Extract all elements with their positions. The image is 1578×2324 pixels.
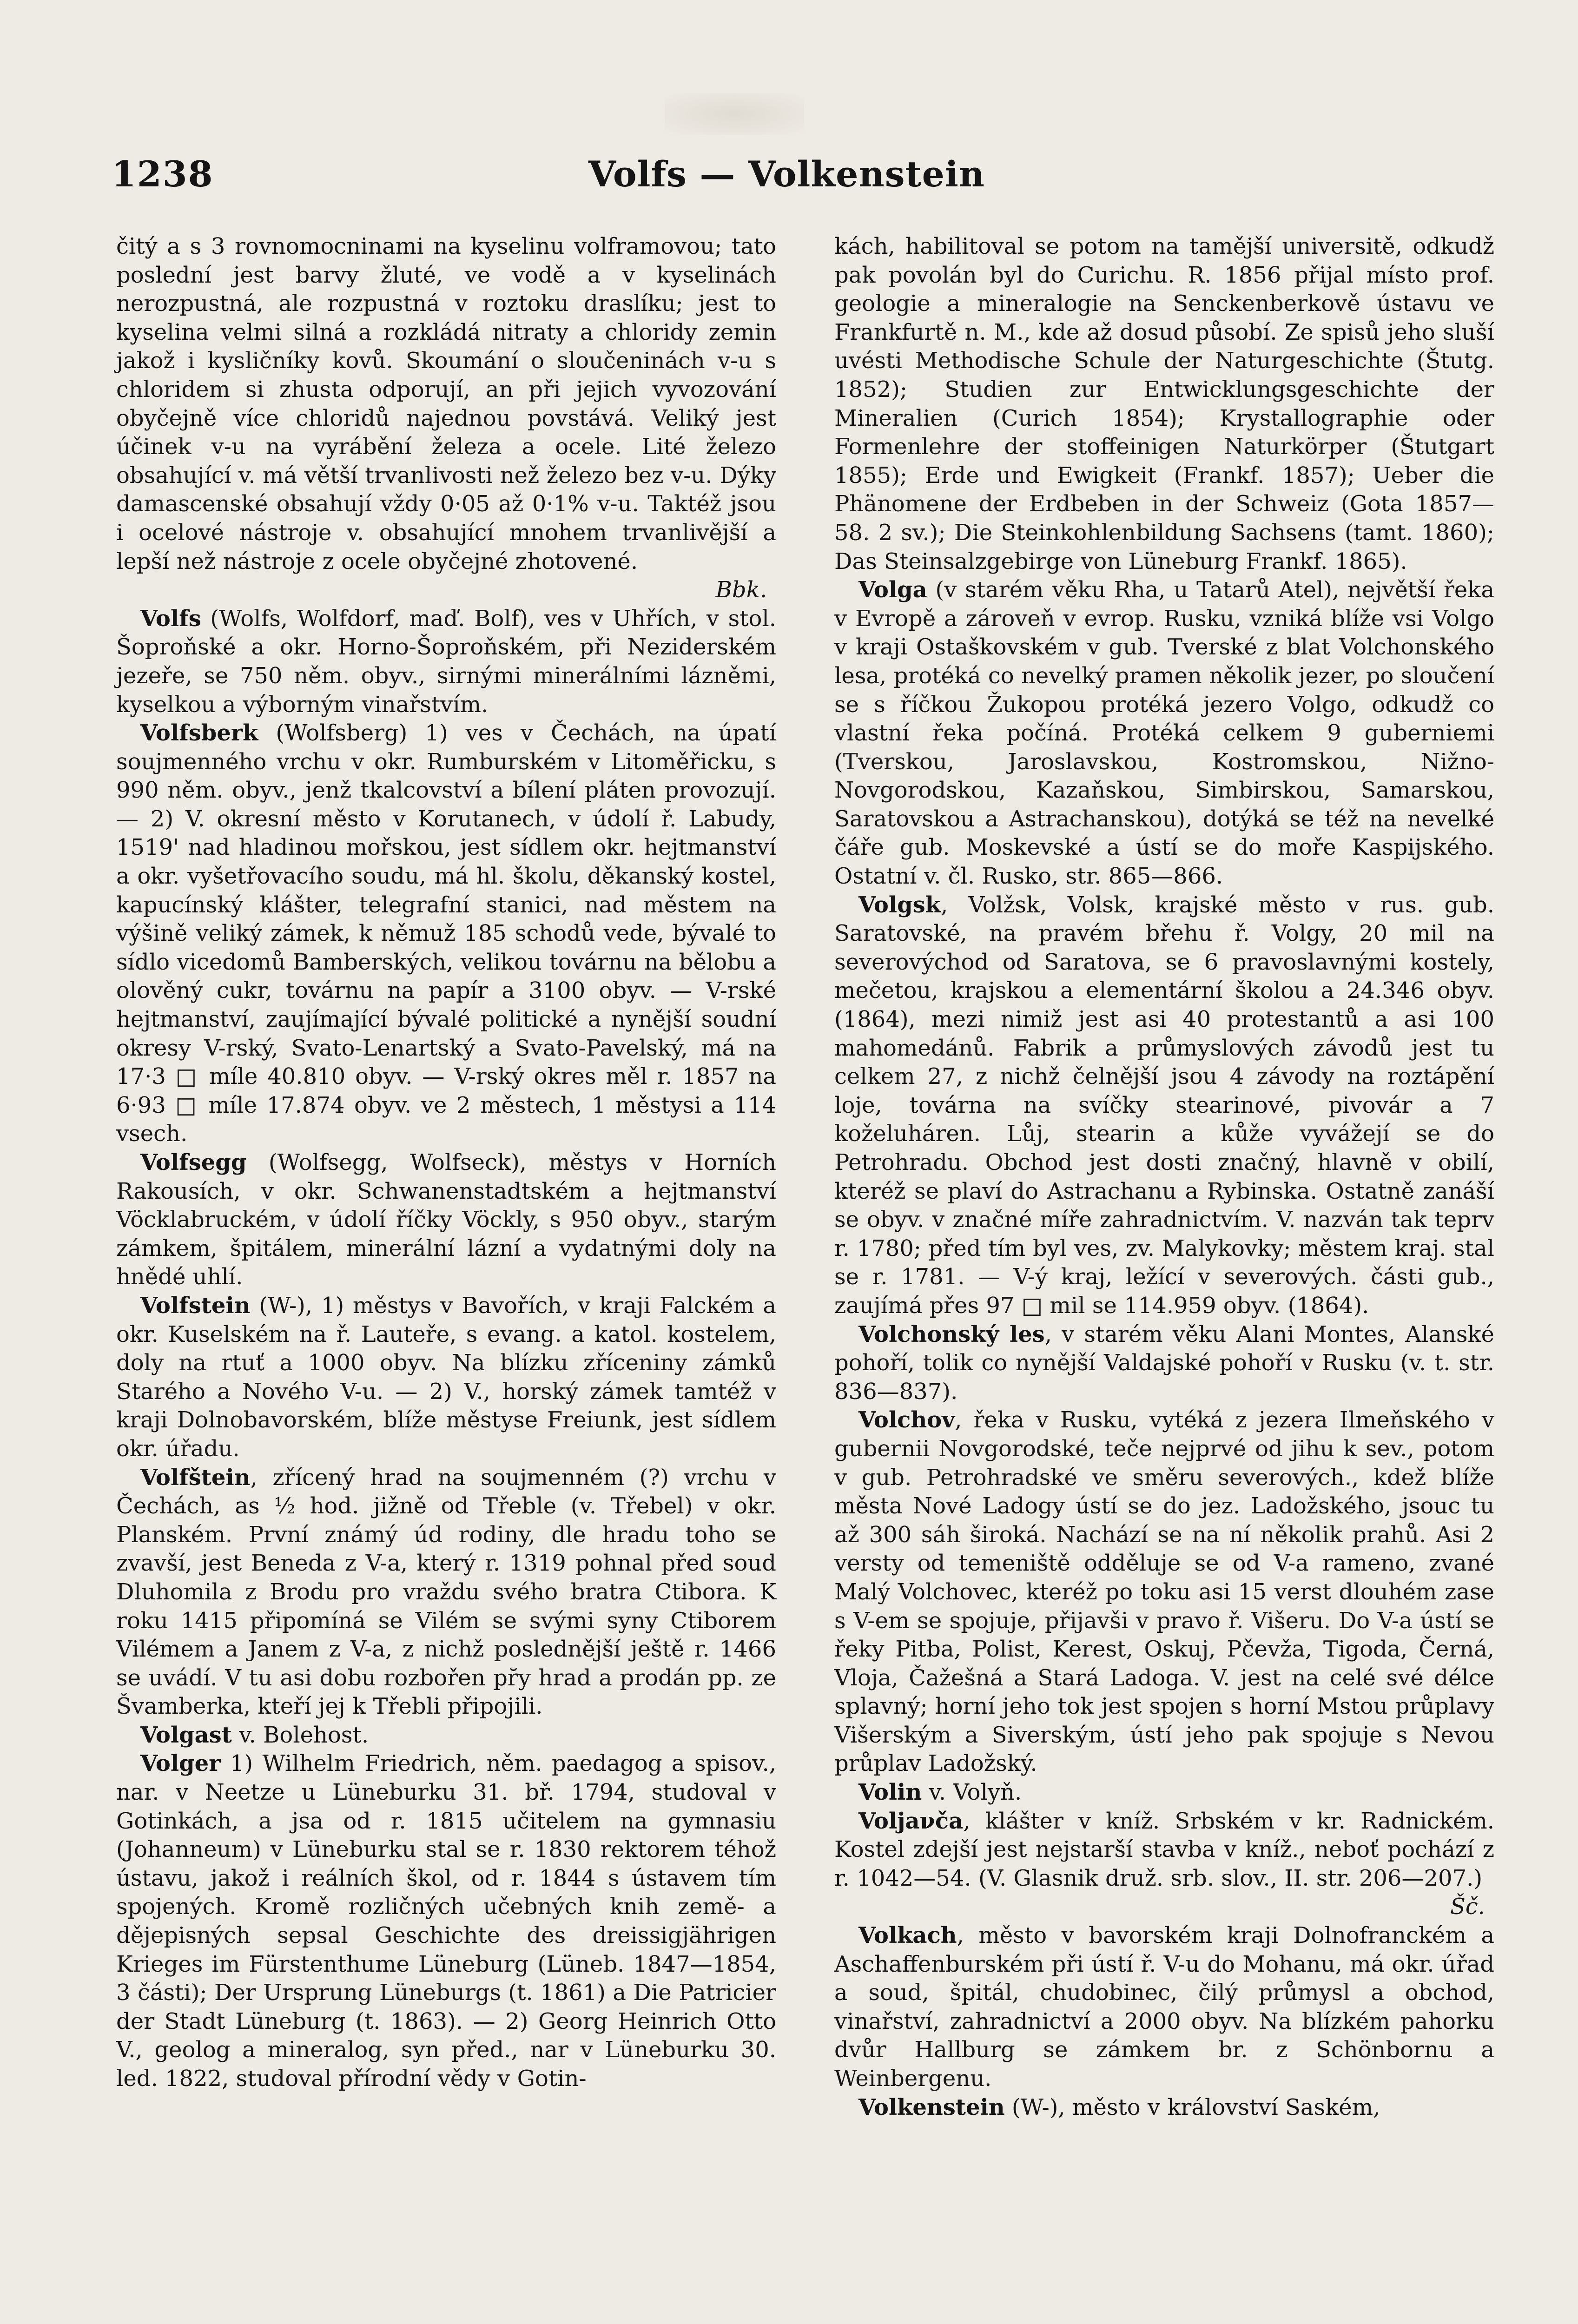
entry-headword: Volchov [858, 1407, 955, 1433]
entry-headword: Volfsegg [140, 1149, 247, 1175]
running-head: Volfs — Volkenstein [588, 153, 985, 195]
entry-text: , v starém věku Alani Montes, Alanské pohoří, tolik co nynější Valdajské pohoří v Rusku (v. t. str. 836—837). [834, 1321, 1495, 1405]
dictionary-entry [116, 1292, 776, 1464]
entry-headword: Volfs [140, 605, 201, 632]
entry-headword: Volin [858, 1779, 922, 1806]
entry-text: (W-), město v království Saském, [1004, 2094, 1380, 2120]
author-signature: Šč. [1450, 1894, 1485, 1920]
entry-text: kách, habilitoval se potom na tamější universitě, odkudž pak povolán byl do Curichu. R. 1856 přijal místo prof. geologie a mineralogie na Senckenberkově ústavu ve Frankfurtě n. M., kde až dosud působí. Ze spisů jeho sluší uvésti Methodische Schule der Naturgeschichte (Štutg. 1852); Studien zur Entwicklungsgeschichte der Mineralien (Curich 1854); Krystallographie oder Formenlehre der stoffeinigen Naturkörper (Štutgart 1855); Erde und Ewigkeit (Frankf. 1857); Ueber die Phänomene der Erdbeben in der Schweiz (Gota 1857—58. 2 sv.); Die Steinkohlenbildung Sachsens (tamt. 1860); Das Steinsalzgebirge von Lüneburg Frankf. 1865). [834, 233, 1494, 574]
dictionary-entry [834, 891, 1494, 1320]
entry-headword: Volchonský les [858, 1321, 1045, 1347]
dictionary-entry [834, 1406, 1494, 1778]
entry-text: (Wolfsegg, Wolfseck), městys v Horních Rakousích, v okr. Schwanenstadtském a hejtmanství Vöcklabruckém, v údolí říčky Vöckly, s 950 obyv., starým zámkem, špitálem, minerální lázní a vydatnými doly na hnědé uhlí. [116, 1149, 776, 1290]
entry-text: čitý a s 3 rovnomocninami na kyselinu volframovou; tato poslední jest barvy žluté, ve vodě a v kyselinách nerozpustná, ale rozpustná v roztoku draslíku; jest to kyselina velmi silná a rozkládá nitraty a chloridy zemin jakož i kysličníky kovů. Skoumání o sloučeninách v-u s chloridem si zhusta odporují, an při jejich vyvozování obyčejně více chloridů najednou povstává. Veliký jest účinek v-u na vyrábění železa a ocele. Lité železo obsahující v. má větší trvanlivosti než železo bez v-u. Dýky damascenské obsahují vždy 0·05 až 0·1% v-u. Taktéž jsou i ocelové nástroje v. obsahující mnohem trvanlivější a lepší než nástroje z ocele obyčejné zhotovené. [116, 233, 776, 574]
entry-headword: Volger [140, 1750, 221, 1777]
continued-paragraph [834, 232, 1494, 576]
entry-text: (Wolfsberg) 1) ves v Čechách, na úpatí soujmenného vrchu v okr. Rumburském v Litoměřicku, s 990 něm. obyv., jenž tkalcovství a bílení pláten provozují. — 2) V. okresní město v Korutanech, v údolí ř. Labudy, 1519' nad hladinou mořskou, jest sídlem okr. hejtmanství a okr. vyšetřovacího soudu, má hl. školu, děkanský kostel, kapucínský klášter, telegrafní stanici, nad městem na výšině veliký zámek, k němuž 185 schodů vede, bývalé to sídlo vicedomů Bamberských, velikou továrnu na bělobu a olověný cukr, továrnu na papír a 3100 obyv. — V-rské hejtmanství, zaujímající bývalé politické a nynější soudní okresy V-rský, Svato-Lenartský a Svato-Pavelský, má na 17·3 □ míle 40.810 obyv. — V-rský okres měl r. 1857 na 6·93 □ míle 17.874 obyv. ve 2 městech, 1 městysi a 114 vsech. [116, 720, 776, 1147]
entry-text: v. Volyň. [922, 1779, 1022, 1806]
entry-headword: Volkenstein [858, 2094, 1005, 2120]
entry-headword: Volfstein [140, 1292, 251, 1319]
page-header [112, 153, 1462, 205]
dictionary-entry [834, 576, 1494, 891]
entry-headword: Volfsberk [140, 720, 258, 746]
entry-text: , Volžsk, Volsk, krajské město v rus. gub. Saratovské, na pravém břehu ř. Volgy, 20 mil na severovýchod od Saratova, se 6 pravoslavnými kostely, mečetou, krajskou a elementární školou a 24.346 obyv. (1864), mezi nimiž jest asi 40 protestantů a asi 100 mahomedánů. Fabrik a průmyslových závodů jest tu celkem 27, z nichž čelnější jsou 4 závody na roztápění loje, továrna na svíčky stearinové, pivovár a 7 koželuháren. Lůj, stearin a kůže vyvážejí se do Petrohradu. Obchod jest dosti značný, hlavně v obilí, kteréž se plaví do Astrachanu a Rybinska. Ostatně zanáší se obyv. v značné míře zahradnictvím. V. nazván tak teprv r. 1780; před tím byl ves, zv. Malykovky; městem kraj. stal se r. 1781. — V-ý kraj, ležící v severových. části gub., zaujímá přes 97 □ mil se 114.959 obyv. (1864). [834, 891, 1494, 1319]
dictionary-entry [116, 1721, 776, 1750]
dictionary-entry [116, 1149, 776, 1292]
right-column [834, 232, 1494, 2122]
entry-headword: Volfštein [140, 1464, 251, 1491]
entry-headword: Volgast [140, 1722, 232, 1748]
author-signature: Bbk. [715, 577, 767, 603]
dictionary-entry [834, 2093, 1494, 2122]
dictionary-entry [834, 1921, 1494, 2093]
paper-stain [665, 93, 804, 135]
entry-text: 1) Wilhelm Friedrich, něm. paedagog a spisov., nar. v Neetze u Lüneburku 31. bř. 1794, studoval v Gotinkách, a jsa od r. 1815 učitelem na gymnasiu (Johanneum) v Lüneburku stal se r. 1830 rektorem téhož ústavu, jakož i reálních škol, od r. 1844 s ústavem tím spojených. Kromě rozličných učebných knih země- a dějepisných sepsal Geschichte des dreissigjährigen Krieges im Fürstenthume Lüneburg (Lüneb. 1847—1854, 3 části); Der Ursprung Lüneburgs (t. 1861) a Die Patricier der Stadt Lüneburg (t. 1863). — 2) Georg Heinrich Otto V., geolog a mineralog, syn před., nar v Lüneburku 30. led. 1822, studoval přírodní vědy v Gotin- [116, 1750, 776, 2092]
entry-headword: Volgsk [858, 891, 941, 918]
dictionary-entry [834, 1320, 1494, 1406]
dictionary-entry [116, 1750, 776, 2093]
dictionary-entry [834, 1807, 1494, 1893]
entry-text: (Wolfs, Wolfdorf, maď. Bolf), ves v Uhřích, v stol. Šoproňské a okr. Horno-Šoproňském, při Neziderském jezeře, se 750 něm. obyv., sirnými minerálními lázněmi, kyselkou a výborným vinařstvím. [116, 605, 776, 718]
entry-text: , řeka v Rusku, vytéká z jezera Ilmeňského v gubernii Novgorodské, teče nejprvé od jihu k sev., potom v gub. Petrohradské ve směru severových., kdež blíže města Nové Ladogy ústí se do jez. Ladožského, jsouc tu až 300 sáh široká. Nachází se na ní několik prahů. Asi 2 versty od temeniště oddělujе se od V-a rameno, zvané Malý Volchovec, kteréž po toku asi 15 verst dlouhém zase s V-em se spojuje, přijavši v pravo ř. Višeru. Do V-a ústí se řeky Pitba, Polist, Kerest, Oskuj, Pčevža, Tigoda, Černá, Vloja, Čažešná a Stará Ladoga. V. jest na celé své délce splavný; horní jeho tok jest spojen s horní Mstou průplavy Višerským a Siverským, ústí jeho pak spojuje s Nevou průplav Ladožský. [834, 1407, 1494, 1777]
entry-text: , klášter v kníž. Srbském v kr. Radnickém. Kostel zdejší jest nejstarší stavba v kníž., neboť pochází z r. 1042—54. (V. Glasnik druž. srb. slov., II. str. 206—207.) [834, 1808, 1494, 1891]
entry-text: , zřícený hrad na soujmenném (?) vrchu v Čechách, as ½ hod. jižně od Třeble (v. Třebel) v okr. Planském. První známý úd rodiny, dle hradu toho se zvavší, jest Beneda z V-a, který r. 1319 pohnal před soud Dluhomila z Brodu pro vraždu svého bratra Ctibora. K roku 1415 připomíná se Vilém se svými syny Ctiborem Vilémem a Janem z V-a, z nichž poslednější ještě r. 1466 se uvádí. V tu asi dobu rozbořen pr̆y hrad a prodán pp. ze Švamberka, kteří jej k Třebli připojili. [116, 1464, 776, 1720]
continued-paragraph [116, 232, 776, 576]
entry-text: v. Bolehost. [231, 1722, 369, 1748]
entry-text: (W-), 1) městys v Bavořích, v kraji Falckém a okr. Kuselském na ř. Lauteře, s evang. a katol. kostelem, doly na rtuť a 1000 obyv. Na blízku zříceniny zámků Starého a Nového V-u. — 2) V., horský zámek tamtéž v kraji Dolnobavorském, blíže městyse Freiunk, jest sídlem okr. úřadu. [116, 1292, 776, 1462]
entry-headword: Voljaνča [858, 1808, 964, 1834]
entry-text: (v starém věku Rha, u Tatarů Atel), největší řeka v Evropě a zároveň v evrop. Rusku, vzniká blíže vsi Volgo v kraji Ostaškovském v gub. Tverské z blat Volchonského lesa, protéká co nevelký pramen několik jezer, po sloučení se s říčkou Žukopou protéká jezero Volgo, odkudž co vlastní řeka počíná. Protéká celkem 9 guberniemi (Tverskou, Jaroslavskou, Kostromskou, Nižno-Novgorodskou, Kazaňskou, Simbirskou, Samarskou, Saratovskou a Astrachanskou), dotýká se též na nevelké čáře gub. Moskevské a ústí se do moře Kaspijského. Ostatní v. čl. Rusko, str. 865—866. [834, 577, 1494, 890]
dictionary-entry [116, 605, 776, 719]
dictionary-entry [116, 719, 776, 1149]
page-number: 1238 [112, 153, 214, 195]
entry-text: , město v bavorském kraji Dolnofranckém a Aschaffenburském při ústí ř. V-u do Mohanu, má okr. úřad a soud, špitál, chudobinec, čilý průmysl a obchod, vinařství, zahradnictví a 2000 obyv. Na blízkém pahorku dvůr Hallburg se zámkem br. z Schönbornu a Weinbergenu. [834, 1922, 1494, 2092]
dictionary-entry [116, 1464, 776, 1721]
entry-headword: Volkach [858, 1922, 957, 1949]
left-column [116, 232, 776, 2093]
dictionary-entry [834, 1778, 1494, 1807]
entry-headword: Volga [858, 577, 927, 603]
